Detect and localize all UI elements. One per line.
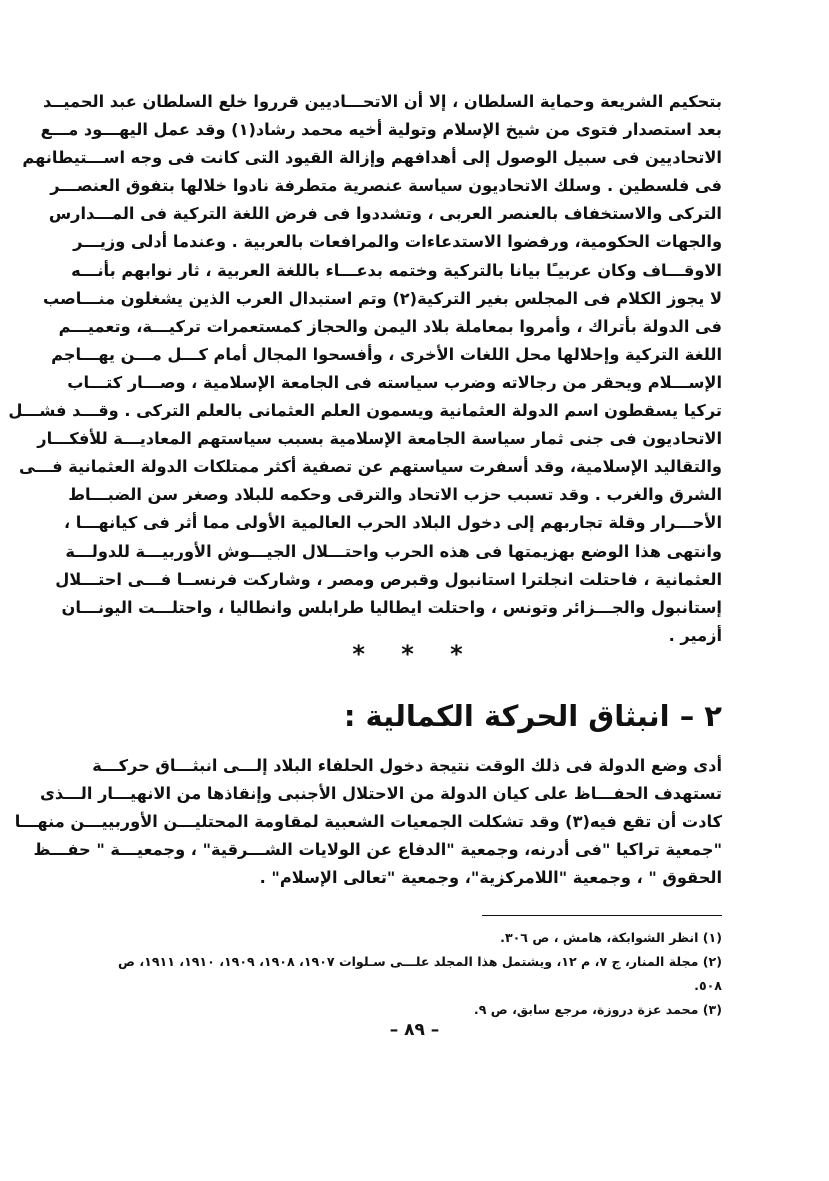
body-line: بتحكيم الشريعة وحماية السلطان ، إلا أن الاتحـــاديين قرروا خلع السلطان عبد الحميــد bbox=[42, 92, 722, 111]
body-line: فى فلسطين . وسلك الاتحاديون سياسة عنصرية متطرفة نادوا خلالها بتفوق العنصـــر bbox=[50, 176, 722, 196]
section-line: أدى وضع الدولة فى ذلك الوقت نتيجة دخول الحلفاء البلاد إلـــى انبثـــاق حركـــة bbox=[92, 756, 722, 775]
section-paragraph bbox=[14, 752, 722, 892]
body-line: الأحـــرار وقلة تجاربهم إلى دخول البلاد الحرب العالمية الأولى مما أثر فى كيانهـــا ، bbox=[63, 513, 722, 533]
section-heading: ٢ – انبثاق الحركة الكمالية : bbox=[343, 699, 722, 733]
body-line: والتقاليد الإسلامية، وقد أسفرت سياستهم عن تصفية أكثر ممتلكات الدولة العثمانية فـــى bbox=[19, 457, 722, 477]
body-line: وانتهى هذا الوضع بهزيمتها فى هذه الحرب واحتـــلال الجيـــوش الأوربيـــة للدولـــة bbox=[65, 541, 722, 561]
body-line: والجهات الحكومية، ورفضوا الاستدعاءات والمرافعات بالعربية . وعندما أدلى وزيـــر bbox=[73, 232, 722, 252]
body-line: الاتحاديون فى جنى ثمار سياسة الجامعة الإسلامية بسبب سياستهم المعاديـــة للأفكـــار bbox=[37, 429, 722, 449]
body-line: لا يجوز الكلام فى المجلس بغير التركية(٢) وتم استبدال العرب الذين يشغلون منـــاصب bbox=[43, 288, 722, 308]
footnote-3: (٣) محمد عزة دروزة، مرجع سابق، ص ٩. bbox=[473, 1002, 722, 1017]
section-line: "جمعية تراكيا "فى أدرنه، وجمعية "الدفاع عن الولايات الشـــرقية" ، وجمعيـــة " حفـــظ bbox=[33, 840, 722, 860]
body-line: الشرق والغرب . وقد تسبب حزب الاتحاد والترقى وحكمه للبلاد وصغر سن الضبـــاط bbox=[68, 485, 722, 505]
body-line: أزمير . bbox=[668, 625, 722, 645]
body-line: الاتحاديين فى سبيل الوصول إلى أهدافهم وإزالة القيود التى كانت فى وجه اســـتيطانهم bbox=[22, 148, 722, 168]
footnote-2: (٢) مجلة المنار، ج ٧، م ١٢، ويشتمل هذا المجلد علـــى سـلوات ١٩٠٧، ١٩٠٨، ١٩٠٩، ١٩١٠، ١٩١١، ص bbox=[118, 954, 722, 969]
body-line: الاوقـــاف وكان عربيـًا بيانا بالتركية وختمه بدعـــاء باللغة العربية ، ثار نوابهم بأنـــه bbox=[71, 260, 722, 280]
page-number: – ٨٩ – bbox=[389, 1020, 440, 1040]
section-line: كادت أن تقع فيه(٣) وقد تشكلت الجمعيات الشعبية لمقاومة المحتليـــن الأوربييـــن منهـــا bbox=[14, 812, 722, 832]
body-line: التركى والاستخفاف بالعنصر العربى ، وتشددوا فى فرض اللغة التركية فى المـــدارس bbox=[48, 204, 722, 224]
footnote-2-continued: ٥٠٨. bbox=[694, 978, 722, 993]
section-line: تستهدف الحفـــاظ على كيان الدولة من الاحتلال الأجنبى وإنقاذها من الانهيـــار الـــذى bbox=[40, 784, 722, 804]
body-line: العثمانية ، فاحتلت انجلترا استانبول وقبرص ومصر ، وشاركت فرنســا فـــى احتـــلال bbox=[55, 569, 722, 589]
body-line: تركيا يسقطون اسم الدولة العثمانية ويسمون العلم العثمانى بالعلم التركى . وقـــد فشـــل bbox=[8, 401, 722, 421]
body-line: الإســـلام ويحقر من رجالاته وضرب سياسته فى الجامعة الإسلامية ، وصـــار كتـــاب bbox=[67, 372, 722, 392]
footnote-1: (١) انظر الشوابكة، هامش ، ص ٣٠٦. bbox=[500, 930, 722, 945]
footnote-rule bbox=[482, 915, 722, 916]
body-line: فى الدولة بأتراك ، وأمروا بمعاملة بلاد اليمن والحجاز كمستعمرات تركيـــة، وتعميـــم bbox=[58, 316, 722, 336]
section-separator: * * * bbox=[352, 640, 477, 668]
body-line: اللغة التركية وإحلالها محل اللغات الأخرى ، وأفسحوا المجال أمام كـــل مـــن يهـــاجم bbox=[51, 344, 722, 364]
body-line: إستانبول والجـــزائر وتونس ، واحتلت ايطاليا طرابلس وانطاليا ، واحتلـــت اليونـــان bbox=[61, 597, 722, 617]
footnotes bbox=[104, 926, 722, 1022]
body-paragraph bbox=[8, 88, 722, 650]
body-line: بعد استصدار فتوى من شيخ الإسلام وتولية أخيه محمد رشاد(١) وقد عمل اليهـــود مـــع bbox=[40, 120, 722, 140]
section-line: الحقوق " ، وجمعية "اللامركزية"، وجمعية "تعالى الإسلام" . bbox=[259, 868, 722, 888]
